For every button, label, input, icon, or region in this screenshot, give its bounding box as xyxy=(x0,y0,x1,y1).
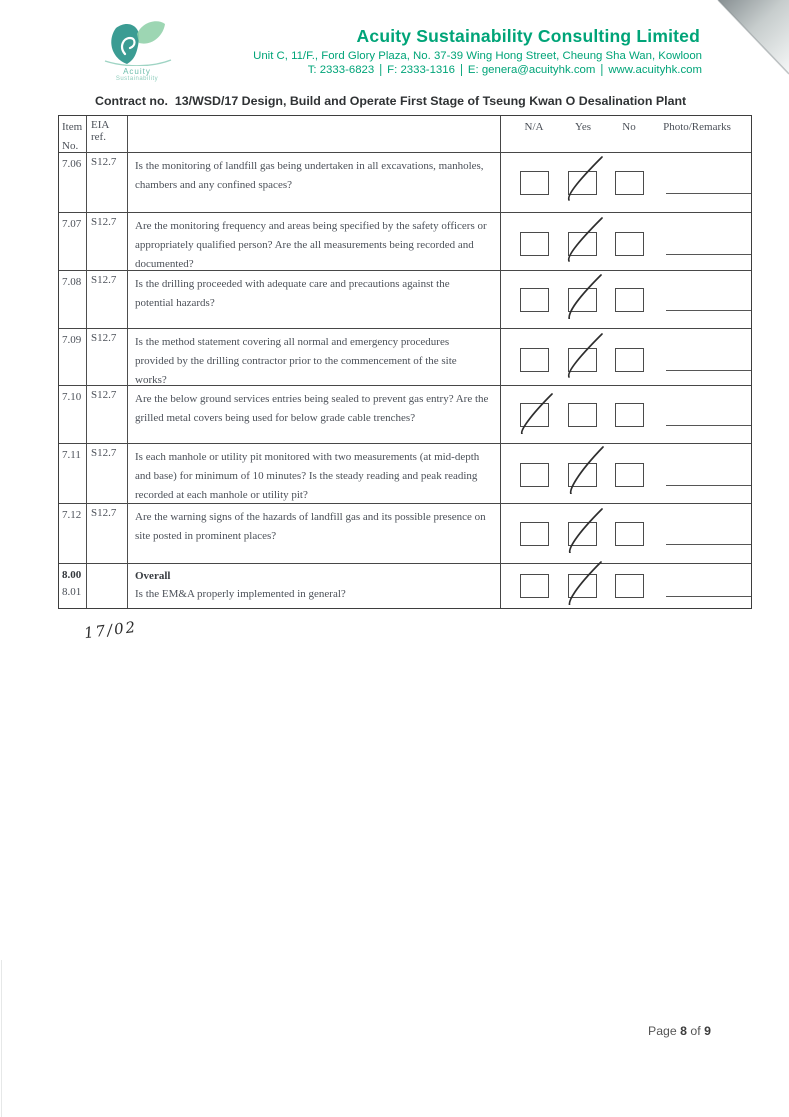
fax-number: F: 2333-1316 xyxy=(387,64,455,76)
checkbox-na xyxy=(520,522,549,546)
answer-cell xyxy=(501,386,751,443)
tick-mark xyxy=(561,154,607,202)
letterhead xyxy=(200,26,702,76)
page-number xyxy=(648,1024,711,1038)
no-header: No. xyxy=(62,140,79,152)
item-no-cell xyxy=(59,271,87,328)
table-row xyxy=(59,564,751,608)
eia-ref-cell: S12.7 xyxy=(87,213,128,274)
item-no-2: 8.01 xyxy=(62,586,82,598)
eia-ref-cell: S12.7 xyxy=(87,271,128,328)
tick-mark xyxy=(561,215,607,263)
item-no: 8.00 xyxy=(62,569,82,581)
checkbox-yes xyxy=(568,232,597,256)
eia-ref-cell: S12.7 xyxy=(87,329,128,390)
checkbox-yes xyxy=(568,463,597,487)
answer-cell xyxy=(501,504,751,563)
logo-text-sustainability: Sustainability xyxy=(115,76,159,82)
checklist-table xyxy=(58,115,752,609)
checkbox-no xyxy=(615,232,644,256)
checkbox-no xyxy=(615,574,644,598)
question-text: Are the below ground services entries being sealed to prevent gas entry? Are the grilled metal covers being used for below grade cable trenches? xyxy=(135,393,489,424)
question-text: Is the EM&A properly implemented in general? xyxy=(135,588,346,600)
eia-ref-cell: S12.7 xyxy=(87,153,128,212)
answer-cell xyxy=(501,444,751,505)
checkbox-na xyxy=(520,574,549,598)
company-logo xyxy=(94,18,180,82)
item-no-cell xyxy=(59,329,87,390)
answer-cell xyxy=(501,564,751,608)
photo-remarks-line xyxy=(666,544,751,545)
answer-cell xyxy=(501,329,751,390)
item-no-cell xyxy=(59,213,87,274)
contract-title: Contract no. 13/WSD/17 Design, Build and Operate First Stage of Tseung Kwan O Desalination Plant xyxy=(95,94,687,108)
item-no: 7.11 xyxy=(62,449,81,461)
separator-bar: | xyxy=(379,63,383,77)
item-no-cell xyxy=(59,504,87,563)
question-text: Are the monitoring frequency and areas being specified by the safety officers or appropriately qualified person? Are the all measurements being recorded and documented? xyxy=(135,220,487,270)
question-text: Is the drilling proceeded with adequate care and precautions against the potential hazards? xyxy=(135,278,450,309)
company-contact-line xyxy=(200,64,702,76)
folded-corner-artifact xyxy=(690,0,789,80)
company-name: Acuity Sustainability Consulting Limited xyxy=(356,26,700,46)
eia-ref-header-cell: EIA ref. xyxy=(87,116,128,154)
item-no: 7.10 xyxy=(62,391,82,403)
item-no: 7.09 xyxy=(62,334,82,346)
photo-remarks-line xyxy=(666,310,751,311)
page-prefix: Page xyxy=(648,1024,677,1038)
checkbox-no xyxy=(615,288,644,312)
scan-edge-artifact xyxy=(1,960,2,1117)
email-address: E: genera@acuityhk.com xyxy=(467,64,596,76)
photo-remarks-line xyxy=(666,193,751,194)
separator-bar: | xyxy=(600,63,604,77)
table-row xyxy=(59,329,751,386)
item-header: Item xyxy=(62,121,83,133)
item-no: 7.07 xyxy=(62,218,82,230)
question-cell xyxy=(128,153,501,212)
separator-bar: | xyxy=(459,63,463,77)
checkbox-yes xyxy=(568,171,597,195)
photo-remarks-line xyxy=(666,485,751,486)
checkbox-no xyxy=(615,463,644,487)
table-row xyxy=(59,153,751,213)
eia-ref-cell: S12.7 xyxy=(87,504,128,563)
question-text: Is the monitoring of landfill gas being undertaken in all excavations, manholes, chambers and any confined spaces? xyxy=(135,160,484,191)
tick-mark xyxy=(513,386,559,434)
checkbox-na xyxy=(520,348,549,372)
question-cell xyxy=(128,386,501,443)
photo-remarks-line xyxy=(666,254,751,255)
checkbox-na xyxy=(520,171,549,195)
eia-ref-cell: S12.7 xyxy=(87,444,128,505)
website-url: www.acuityhk.com xyxy=(608,64,702,76)
answer-cell xyxy=(501,213,751,274)
checkbox-no xyxy=(615,171,644,195)
table-row xyxy=(59,271,751,329)
section-heading: Overall xyxy=(135,570,171,582)
checkbox-yes xyxy=(568,348,597,372)
tick-mark xyxy=(561,331,607,379)
answer-cell xyxy=(501,153,751,212)
checkbox-yes xyxy=(568,522,597,546)
table-row xyxy=(59,213,751,271)
table-header-row xyxy=(59,116,751,153)
item-no-cell xyxy=(59,386,87,443)
table-row xyxy=(59,444,751,504)
checkbox-no xyxy=(615,348,644,372)
eia-ref-cell: S12.7 xyxy=(87,386,128,443)
tick-mark xyxy=(561,271,607,319)
handwritten-date-note: 17/02 xyxy=(83,617,139,643)
checkbox-no xyxy=(615,403,644,427)
checkbox-yes xyxy=(568,574,597,598)
eia-ref-cell xyxy=(87,564,128,608)
question-text: Is each manhole or utility pit monitored with two measurements (at mid-depth and base) for minimum of 10 minutes? Is the steady reading and peak reading recorded at each manhole or utility pit? xyxy=(135,451,480,501)
answer-cell xyxy=(501,271,751,328)
photo-remarks-column-label: Photo/Remarks xyxy=(663,121,731,133)
checkbox-na xyxy=(520,463,549,487)
tick-mark xyxy=(561,557,607,605)
item-no-cell xyxy=(59,153,87,212)
question-header-cell xyxy=(128,116,501,154)
no-column-label: No xyxy=(622,121,636,133)
question-cell xyxy=(128,504,501,563)
item-no-header-cell xyxy=(59,116,87,154)
question-text: Is the method statement covering all normal and emergency procedures provided by the drilling contractor prior to the commencement of the site works? xyxy=(135,336,457,386)
na-column-label: N/A xyxy=(524,121,544,133)
question-cell xyxy=(128,213,501,274)
question-cell xyxy=(128,271,501,328)
checkbox-na xyxy=(520,288,549,312)
page-of-word: of xyxy=(690,1024,701,1038)
checkbox-no xyxy=(615,522,644,546)
photo-remarks-line xyxy=(666,596,751,597)
question-text: Are the warning signs of the hazards of landfill gas and its possible presence on site posted in prominent places? xyxy=(135,511,486,542)
page-current: 8 xyxy=(680,1024,687,1038)
tick-mark xyxy=(561,446,607,494)
phone-number: T: 2333-6823 xyxy=(307,64,375,76)
yes-column-label: Yes xyxy=(574,121,592,133)
checkbox-yes xyxy=(568,403,597,427)
photo-remarks-line xyxy=(666,425,751,426)
item-no: 7.12 xyxy=(62,509,82,521)
question-cell xyxy=(128,444,501,505)
question-cell xyxy=(128,329,501,390)
checkbox-na xyxy=(520,403,549,427)
photo-remarks-line xyxy=(666,370,751,371)
tick-mark xyxy=(561,505,607,553)
page-total: 9 xyxy=(704,1024,711,1038)
table-row xyxy=(59,504,751,564)
answer-header-cell xyxy=(501,116,751,154)
item-no-cell xyxy=(59,564,87,608)
table-row xyxy=(59,386,751,444)
item-no-cell xyxy=(59,444,87,505)
item-no: 7.06 xyxy=(62,158,82,170)
checkbox-yes xyxy=(568,288,597,312)
company-address: Unit C, 11/F., Ford Glory Plaza, No. 37-39 Wing Hong Street, Cheung Sha Wan, Kowloon xyxy=(253,50,702,62)
item-no: 7.08 xyxy=(62,276,82,288)
question-cell xyxy=(128,564,501,608)
logo-text-acuity: Acuity xyxy=(123,67,151,76)
checkbox-na xyxy=(520,232,549,256)
leaf-logo-icon xyxy=(101,18,173,66)
